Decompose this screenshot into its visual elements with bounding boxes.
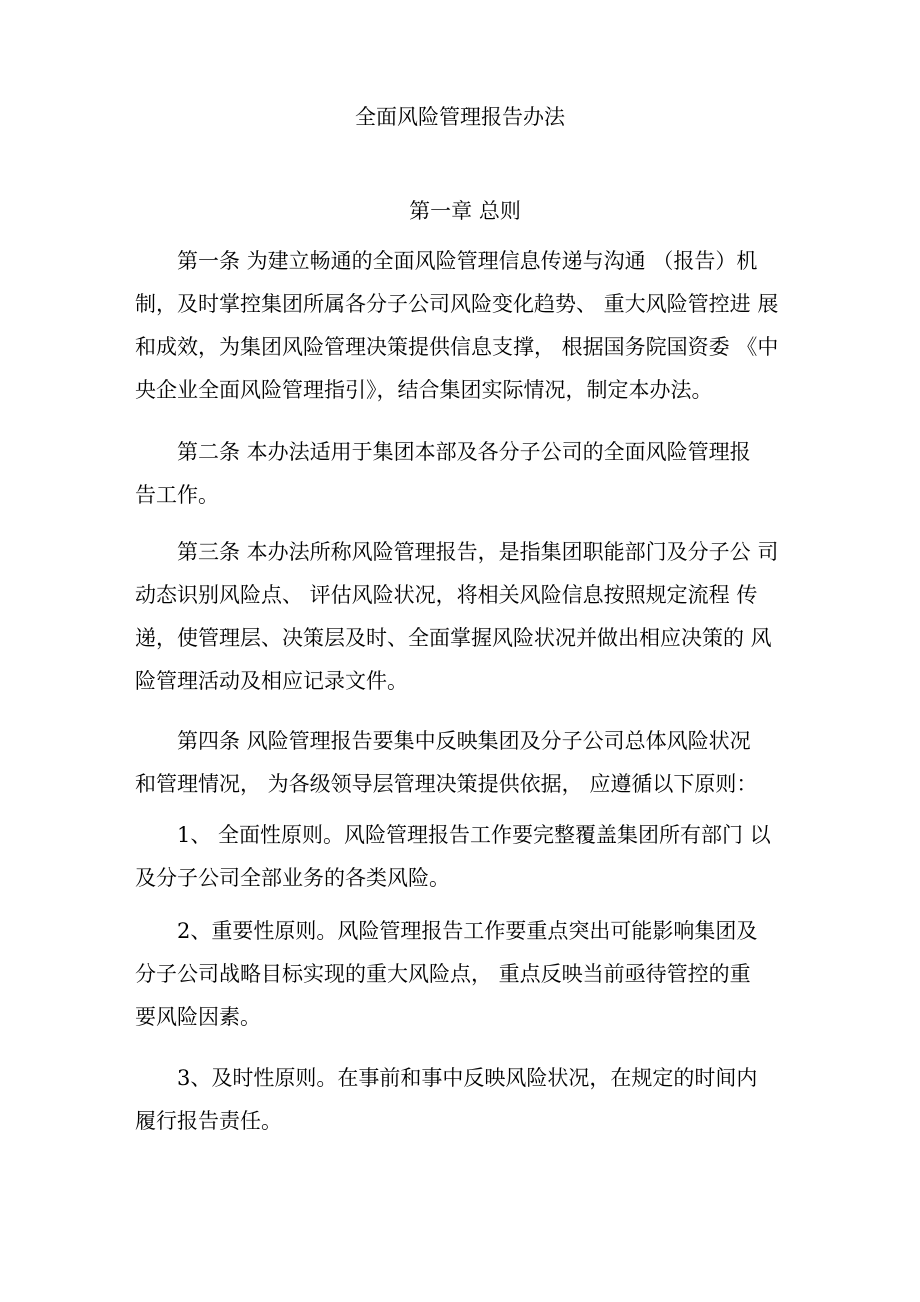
text-line: 第一条 为建立畅通的全面风险管理信息传递与沟通 （报告）机 <box>177 249 758 273</box>
chapter-heading: 第一章 总则 <box>409 199 521 223</box>
text-line: 和管理情况， 为各级领导层管理决策提供依据， 应遵循以下原则： <box>135 772 758 796</box>
article-4-paragraph <box>135 720 795 806</box>
text-line: 3、及时性原则。在事前和事中反映风险状况，在规定的时间内 <box>177 1066 758 1090</box>
text-line: 及分子公司全部业务的各类风险。 <box>135 866 450 890</box>
text-line: 要风险因素。 <box>135 1005 261 1029</box>
text-line: 递，使管理层、决策层及时、全面掌握风险状况并做出相应决策的 风 <box>135 626 772 650</box>
principle-1-paragraph <box>135 814 795 900</box>
text-line: 1、 全面性原则。风险管理报告工作要完整覆盖集团所有部门 以 <box>177 823 771 847</box>
text-line: 告工作。 <box>135 483 219 507</box>
text-line: 第四条 风险管理报告要集中反映集团及分子公司总体风险状况 <box>177 729 751 753</box>
text-line: 分子公司战略目标实现的重大风险点， 重点反映当前亟待管控的重 <box>135 962 751 986</box>
text-line: 第三条 本办法所称风险管理报告，是指集团职能部门及分子公 司 <box>177 540 779 564</box>
text-line: 险管理活动及相应记录文件。 <box>135 669 408 693</box>
document-title: 全面风险管理报告办法 <box>355 105 565 129</box>
text-line: 制，及时掌控集团所属各分子公司风险变化趋势、 重大风险管控进 展 <box>135 292 779 316</box>
principle-3-paragraph <box>135 1057 795 1143</box>
text-line: 2、重要性原则。风险管理报告工作要重点突出可能影响集团及 <box>177 919 758 943</box>
text-line: 履行报告责任。 <box>135 1109 282 1133</box>
article-1-paragraph <box>135 240 795 412</box>
principle-2-paragraph <box>135 910 795 1039</box>
text-line: 第二条 本办法适用于集团本部及各分子公司的全面风险管理报 <box>177 440 751 464</box>
article-3-paragraph <box>135 531 795 703</box>
text-line: 动态识别风险点、 评估风险状况，将相关风险信息按照规定流程 传 <box>135 583 758 607</box>
article-2-paragraph <box>135 431 795 517</box>
text-line: 央企业全面风险管理指引》，结合集团实际情况，制定本办法。 <box>135 378 713 402</box>
text-line: 和成效，为集团风险管理决策提供信息支撑， 根据国务院国资委 《中 <box>135 335 779 359</box>
